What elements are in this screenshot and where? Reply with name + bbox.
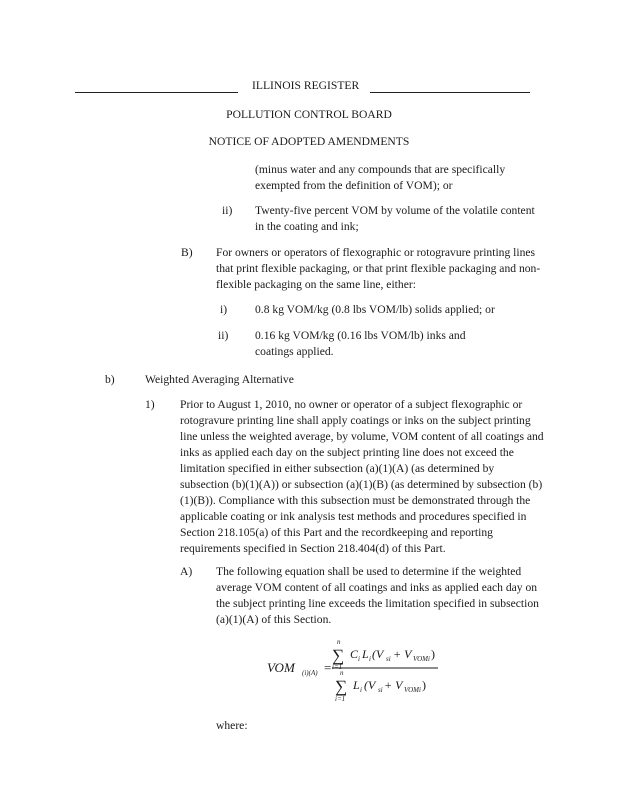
item-Bii-label: ii): [218, 329, 229, 342]
item-b-label: b): [105, 373, 115, 386]
eq-num-vs-sub: si: [386, 655, 391, 663]
eq-den-sum: ∑: [335, 677, 348, 696]
header-rule-left: [75, 92, 238, 93]
item-b1-label: 1): [145, 398, 155, 411]
eq-lhs-sub: (i)(A): [302, 669, 318, 677]
eq-den-l: L: [353, 678, 360, 692]
item-b1-text: Prior to August 1, 2010, no owner or operator of a subject flexographic or rotogravure printing line shall apply coatings or inks on the subject printing line unless the weighted average, by volume, VOM content of all coatings and inks as applied each day on the subject printing line does not exceed the limitation specified in either subsection (a)(1)(A) (as determined by subsection (b)(1)(A)) or subsection (a)(1)(B) (as determined by subsection (b)(1)(B)). Compliance with this subsection must be demonstrated through the applicable coating or ink analysis test methods and procedures specified in Section 218.105(a) of this Part and the recordkeeping and reporting requirements specified in Section 218.404(d) of this Part.: [180, 398, 544, 555]
item-B-label: B): [181, 246, 193, 259]
where-label: where:: [216, 719, 248, 732]
item-Bii-text: 0.16 kg VOM/kg (0.16 lbs VOM/lb) inks and coatings applied.: [255, 329, 466, 358]
header-rule-right: [370, 92, 530, 93]
item-Bi-text: 0.8 kg VOM/kg (0.8 lbs VOM/lb) solids applied; or: [255, 303, 495, 316]
eq-num-c: C: [350, 647, 359, 661]
eq-den-sum-lower: i=1: [335, 695, 346, 702]
item-B-text: For owners or operators of flexographic or rotogravure printing lines that print flexible packaging, or that print flexible packaging and non-flexible packaging on the same line, either:: [216, 246, 541, 291]
notice-title: NOTICE OF ADOPTED AMENDMENTS: [208, 135, 410, 148]
eq-equals: =: [324, 660, 332, 675]
eq-num-sum-upper: n: [337, 640, 341, 646]
register-title: ILLINOIS REGISTER: [252, 79, 360, 92]
eq-den-vvom: + V: [384, 678, 403, 692]
eq-num-sum: ∑: [332, 646, 345, 665]
item-Bi-label: i): [220, 303, 228, 316]
eq-num-l: L: [362, 647, 369, 661]
weighted-average-equation: [262, 640, 442, 702]
continued-paragraph: (minus water and any compounds that are specifically exempted from the definition of VOM); or: [255, 163, 506, 192]
eq-num-close: ): [431, 647, 435, 661]
item-ii-text: Twenty-five percent VOM by volume of the volatile content in the coating and ink;: [255, 204, 535, 233]
eq-den-vs-sub: si: [378, 686, 383, 694]
eq-den-l-sub: i: [360, 686, 362, 694]
eq-num-c-sub: i: [358, 655, 360, 663]
eq-den-close: ): [422, 678, 426, 692]
item-b-heading: Weighted Averaging Alternative: [145, 373, 294, 386]
board-title: POLLUTION CONTROL BOARD: [226, 108, 392, 121]
eq-num-vs: (V: [372, 647, 384, 661]
eq-num-sum-lower: i=1: [332, 663, 343, 671]
item-A-label: A): [180, 565, 193, 578]
eq-den-sum-upper: n: [340, 669, 344, 677]
item-A-text: The following equation shall be used to determine if the weighted average VOM content of all coatings and inks as applied each day on the subject printing line exceeds the limitation specified in subsection (a)(1)(A) of this Section.: [216, 565, 539, 626]
eq-num-l-sub: i: [369, 655, 371, 663]
eq-den-vvom-sub: VOMi: [404, 686, 421, 694]
eq-den-vs: (V: [364, 678, 376, 692]
eq-lhs: VOM: [267, 660, 295, 675]
eq-num-vvom: + V: [393, 647, 412, 661]
item-ii-label: ii): [222, 204, 233, 217]
eq-num-vvom-sub: VOMi: [413, 655, 430, 663]
